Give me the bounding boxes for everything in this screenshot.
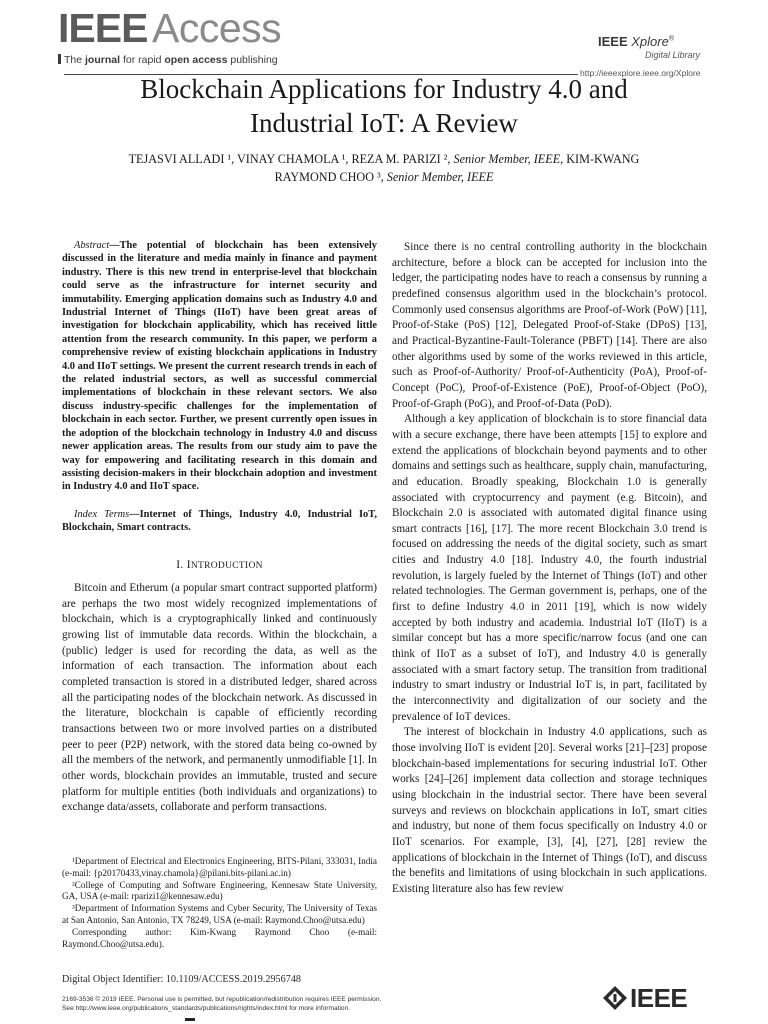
xplore-url[interactable]: http://ieeexplore.ieee.org/Xplore — [580, 68, 701, 78]
ieee-diamond-icon — [602, 985, 628, 1011]
tagline-mark-icon — [58, 54, 61, 64]
footnote: ²College of Computing and Software Engineering, Kennesaw State University, GA, USA (e-mail: rparizi1@kennesaw.edu) — [62, 879, 377, 902]
affiliation-footnotes — [62, 856, 377, 950]
paragraph: Although a key application of blockchain is to store financial data with a secure exchange, there have been attempts [15] to explore and extend the applications of blockchain beyond payments and to other domains and settings such as healthcare, supply chain, manufacturing, and education. Broadly speaking, Blockchain 1.0 is generally associated with cryptocurrency and payment (e.g. Bitcoin), and Blockchain 2.0 is associated with automated digital finance using smart contracts [16], [17]. The more recent Blockchain 3.0 trend is focused on addressing the needs of the digital society, such as smart cities and Industry 4.0 [18]. Industry 4.0, the fourth industrial revolution, is largely fueled by the Internet of Things (IoT) and other related technologies. The German government is, perhaps, one of the first to define Industry 4.0 in 2011 [19], which is now widely accepted by both industry and academia. Industrial IoT (IIoT) is a similar concept but has a more specific/narrow focus (and one can think of IIoT as a subset of IoT), and Industry 4.0 is generally associated with a smart factory setup. The transition from traditional industry to smart industry or Industrial IoT is, in part, facilitated by the interconnectivity and digitalization of our society and the prevalence of IoT devices. — [392, 413, 707, 723]
abstract — [62, 239, 377, 494]
introduction-text — [62, 581, 377, 816]
paragraph: Bitcoin and Etherum (a popular smart contract supported platform) are perhaps the two most widely recognized implementations of blockchain, which is a cryptographically linked and continuously growing list of immutable data records. Within the blockchain, a (public) ledger is used for recording the data, as well as the information of each transaction. The information about each completed transaction is stored in a distributed ledger, shared across all the participating nodes of the blockchain network. As discussed in the literature, blockchain is capable of efficiently recording transactions between two or more involved parties on a distributed peer to peer (P2P) network, with the stored data being co-owned by all the members of the network, and permanently unmodifiable [1]. In other words, blockchain provides an immutable, trusted and secure platform for multiple entities (both individuals and organizations) to exchange data/assets, collaborate and perform transactions. — [62, 582, 377, 814]
access-logo: Access — [152, 5, 282, 51]
ieee-xplore-logo: IEEE Xplore® — [598, 34, 674, 49]
paragraph: The interest of blockchain in Industry 4.0 applications, such as those involving IIoT is evident [20]. Several works [21]–[23] propose blockchain-based implementations for securing industrial IoT. Other works [24]–[26] implement data collection and storage techniques using blockchain in the industrial sector. There have been several surveys and reviews on blockchain applications in IoT, smart cities and industry, but none of them focus specifically on Industry 4.0 or IIoT scenarios. For example, [3], [4], [27], [28] review the applications of blockchain in the Internet of Things (IoT), and discuss the benefits and limitations of using blockchain in such applications. Existing literature also has few review — [392, 726, 707, 895]
section-heading-introduction: I. INTRODUCTION — [176, 559, 263, 571]
ieee-footer-logo: IEEE — [630, 983, 688, 1013]
page-mark — [185, 1018, 195, 1021]
title-line-2: Industrial IoT: A Review — [250, 108, 518, 138]
footnote: ³Department of Information Systems and Cyber Security, The University of Texas at San Antonio, San Antonio, TX 78249, USA (e-mail: Raymond.Choo@utsa.edu) — [62, 903, 377, 925]
footnote: Corresponding author: Kim-Kwang Raymond Choo (e-mail: Raymond.Choo@utsa.edu). — [62, 926, 377, 949]
doi-line: Digital Object Identifier: 10.1109/ACCESS.2019.2956748 — [62, 974, 302, 985]
copyright-notice: 2169-3536 © 2019 IEEE. Personal use is permitted, but republication/redistribution requires IEEE permission. See http://www.ieee.org/publications_standards/publications/rights/index.html for more information. — [62, 996, 382, 1012]
journal-tagline: The journal for rapid open access publishing — [58, 54, 278, 66]
author-line-2: RAYMOND CHOO ³, Senior Member, IEEE — [274, 170, 494, 184]
right-column-text — [392, 240, 707, 898]
title-line-1: Blockchain Applications for Industry 4.0 and — [140, 74, 628, 104]
author-list — [60, 150, 708, 186]
ieee-logo: IEEE — [58, 5, 148, 51]
abstract-label: Abstract — [74, 240, 110, 251]
index-terms-label: Index Terms — [74, 509, 130, 520]
digital-library-label: Digital Library — [645, 50, 701, 60]
footnote: ¹Department of Electrical and Electronics Engineering, BITS-Pilani, 333031, India (e-mail: {p20170433,vinay.chamola}@pilani.bits-pilani.ac.in) — [62, 856, 377, 878]
paragraph: Since there is no central controlling authority in the blockchain architecture, before a block can be accepted for inclusion into the ledger, the participating nodes have to reach a consensus by running a predefined consensus algorithm used in the blockchain’s protocol. Commonly used consensus algorithms are Proof-of-Work (PoW) [11], Proof-of-Stake (PoS) [12], Delegated Proof-of-Stake (DPoS) [13], and Practical-Byzantine-Fault-Tolerance (PBFT) [14]. There are also other algorithms used by some of the works reviewed in this article, such as Proof-of-Authority/ Proof-of-Authenticity (PoA), Proof-of-Concept (PoC), Proof-of-Existence (PoE), Proof-of-Object (PoO), Proof-of-Graph (PoG), and Proof-of-Data (PoD). — [392, 241, 707, 410]
abstract-text: —The potential of blockchain has been extensively discussed in the literature and media mainly in finance and payment industry. There is this new trend in enterprise-level that blockchain could serve as the infrastructure for internet security and immutability. Emerging application domains such as Industry 4.0 and Industrial Internet of Things (IIoT) have been great areas of investigation for blockchain applicability, which has received little attention from the research community. In this paper, we perform a comprehensive review of existing blockchain applications in Industry 4.0 and IIoT settings. We present the current research trends in each of the related industrial sectors, as well as successful commercial implementations of blockchain in these relevant sectors. We also discuss industry-specific challenges for the implementation of blockchain in each sector. Further, we present currently open issues in the adoption of the blockchain technology in Industry 4.0 and discuss newer application areas. The results from our study aim to pave the way for empowering and facilitating research in this domain and assisting decision-makers in their blockchain adoption and investment in Industry 4.0 and IIoT space. — [62, 240, 377, 493]
paper-title — [60, 72, 708, 140]
index-terms-text: —Internet of Things, Industry 4.0, Industrial IoT, Blockchain, Smart contracts. — [62, 509, 378, 534]
index-terms — [62, 508, 377, 535]
author-line-1: TEJASVI ALLADI ¹, VINAY CHAMOLA ¹, REZA M. PARIZI ², Senior Member, IEEE, KIM-KWANG — [128, 152, 640, 166]
